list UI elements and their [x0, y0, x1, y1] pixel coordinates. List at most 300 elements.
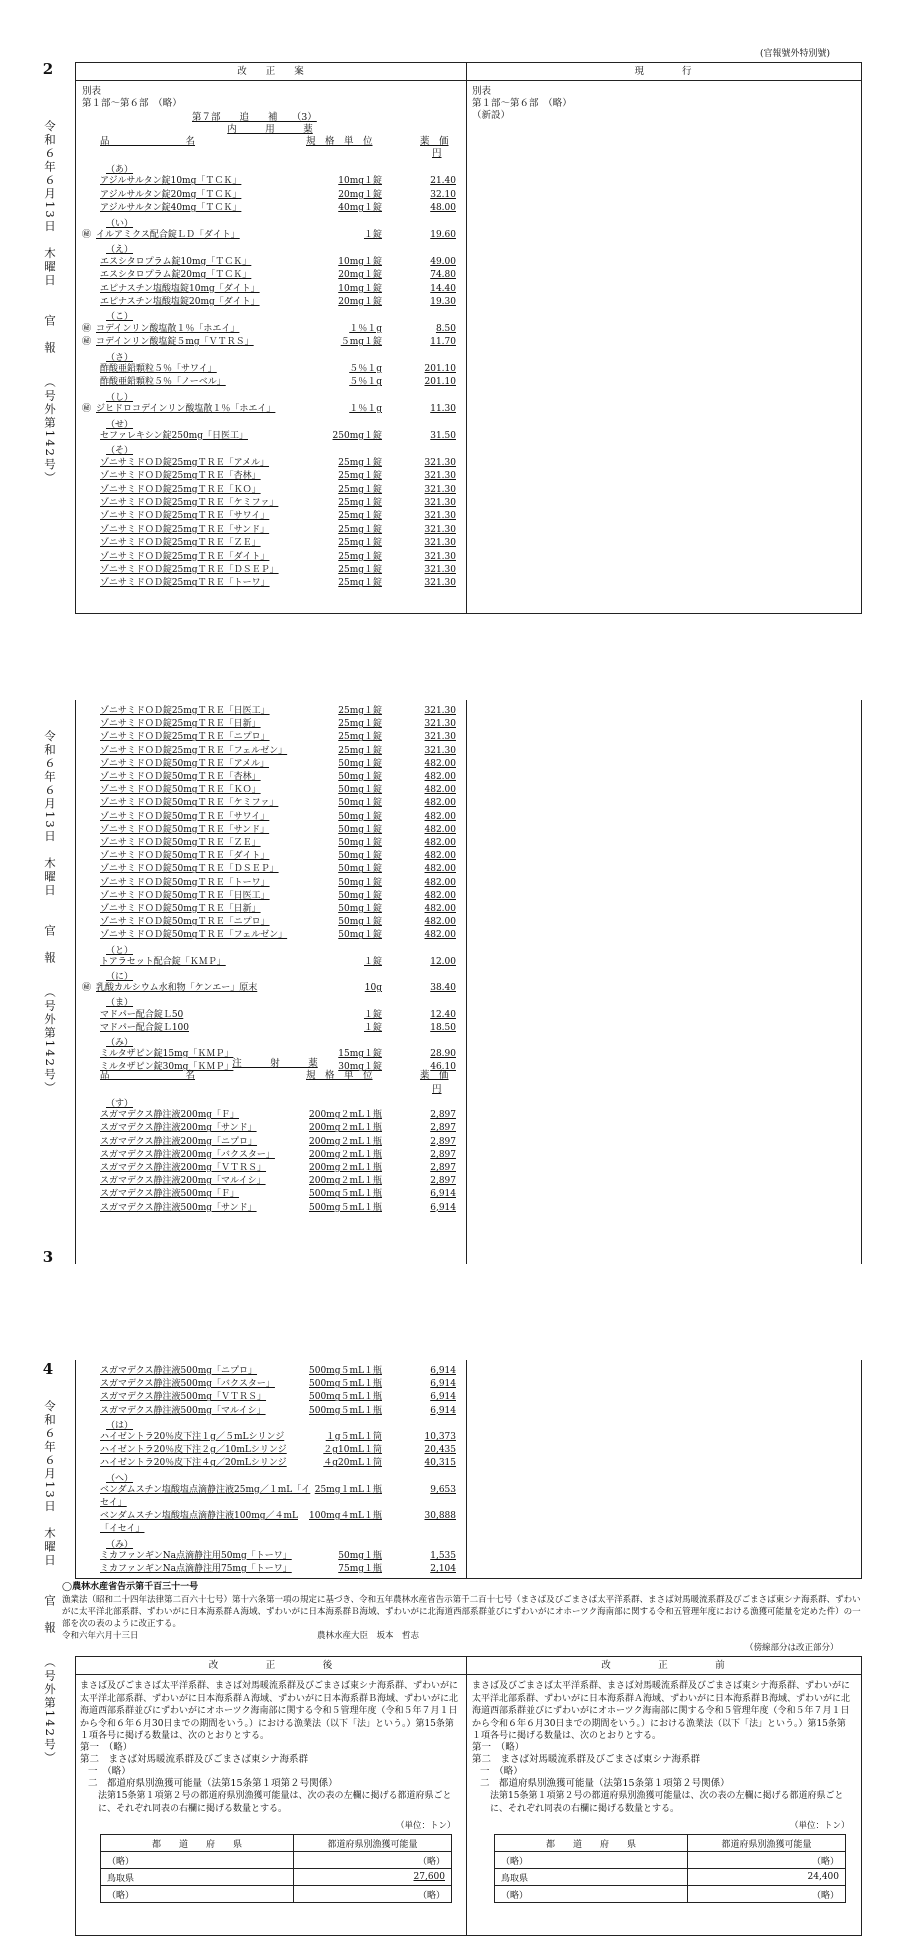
table-row — [0, 1022, 466, 1035]
table-row — [0, 296, 466, 309]
drug-spec: 25mg１錠 — [338, 511, 382, 522]
drug-price: 2,897 — [430, 1110, 456, 1121]
drug-name: 乳酸カルシウム水和物「ケンエー」原末 — [96, 983, 258, 994]
kana-group-heading: （こ） — [106, 312, 134, 323]
kana-group-heading: （み） — [106, 1038, 134, 1048]
compare-head-after: 改 正 後 — [208, 1660, 333, 1671]
drug-name: 酢酸亜鉛顆粒５％「サワイ」 — [100, 364, 217, 374]
drug-name: ゾニサミドＯＤ錠50mgＴＲＥ「ＫＯ」 — [100, 785, 261, 796]
drug-spec: 200mg２mL１瓶 — [309, 1176, 382, 1187]
drug-price: 11.30 — [430, 404, 456, 415]
drug-price: 6,914 — [430, 1202, 456, 1213]
table-row — [0, 524, 466, 537]
table-row — [0, 1550, 466, 1563]
drug-price: 12.00 — [430, 956, 456, 967]
drug-spec: 25mg１mL１瓶 — [314, 1484, 382, 1495]
drug-spec: 200mg２mL１瓶 — [309, 1149, 382, 1160]
drug-price: 482.00 — [424, 851, 456, 862]
drug-price: 482.00 — [424, 798, 456, 809]
inj-col-spec: 規 格 単 位 — [306, 1070, 373, 1081]
table-row — [0, 510, 466, 523]
kana-group-heading: （あ） — [106, 165, 134, 175]
drug-name: ゾニサミドＯＤ錠50mgＴＲＥ「ＤＳＥＰ」 — [100, 864, 279, 875]
drug-spec: 25mg１錠 — [338, 524, 382, 535]
drug-name: エスシタロプラム錠10mg「ＴＣＫ」 — [100, 256, 252, 267]
drug-spec: 20mg１錠 — [338, 189, 382, 200]
after-qty-3: （略） — [294, 1886, 452, 1903]
table-row — [0, 1431, 466, 1444]
drug-spec: 10mg１錠 — [338, 176, 382, 187]
drug-price: 321.30 — [424, 524, 456, 535]
drug-price: 19.30 — [430, 297, 456, 307]
drug-name: ゾニサミドＯＤ錠50mgＴＲＥ「サンド」 — [100, 824, 270, 835]
table-row — [0, 811, 466, 824]
after-qty-2: 27,600 — [294, 1869, 452, 1886]
before-qty-1: （略） — [688, 1852, 846, 1869]
kana-group-heading: （さ） — [106, 352, 134, 363]
drug-spec: 25mg１錠 — [338, 565, 382, 575]
table-row — [0, 376, 466, 389]
drug-name: ゾニサミドＯＤ錠25mgＴＲＥ「トーワ」 — [100, 578, 270, 589]
drug-name: ミカファンギンNa点滴静注用75mg「トーワ」 — [100, 1564, 292, 1574]
table-row — [0, 837, 466, 850]
drug-price: 482.00 — [424, 824, 456, 835]
after-pref-3: （略） — [101, 1886, 294, 1903]
table-row — [0, 1484, 466, 1497]
table-row — [0, 731, 466, 744]
drug-name: スガマデクス静注液200mg「バクスター」 — [100, 1149, 275, 1160]
drug-name: コデインリン酸塩錠５mg「ＶＴＲＳ」 — [96, 337, 254, 348]
drug-name: ゾニサミドＯＤ錠25mgＴＲＥ「サンド」 — [100, 524, 270, 535]
before-l4: 二 都道府県別漁獲可能量（法第15条第１項第２号関係） — [480, 1778, 730, 1789]
drug-price: 482.00 — [424, 864, 456, 875]
drug-name: ゾニサミドＯＤ錠25mgＴＲＥ「ＤＳＥＰ」 — [100, 565, 279, 575]
table-row — [0, 457, 466, 470]
drug-spec: 500mg５mL１瓶 — [309, 1392, 382, 1403]
drug-price: 2,897 — [430, 1149, 456, 1160]
before-th-qty: 都道府県別漁獲可能量 — [688, 1835, 846, 1852]
drug-spec: ５％１g — [349, 377, 382, 388]
drug-price: 32.10 — [430, 189, 456, 200]
drug-price: 11.70 — [430, 337, 456, 348]
table-row — [0, 916, 466, 929]
subsection-title: 内 用 薬 — [227, 124, 313, 135]
drug-spec: 25mg１錠 — [338, 706, 382, 716]
drug-price: 201.10 — [424, 364, 456, 374]
drug-spec: 25mg１錠 — [338, 538, 382, 549]
drug-spec: 25mg１錠 — [338, 578, 382, 589]
mark-icon: ㊙ — [82, 337, 92, 348]
notice-body: 漁業法（昭和二十四年法律第二百六十七号）第十六条第一項の規定に基づき、令和五年農林水産省告示第千二百十七号（まさば及びごまさば太平洋系群、まさば対馬暖流系群及びごまさば東シナ海系群、ずわいがに太平洋北部系群、ずわいがに日本海系群Ａ海域、ずわいがに日本海系群Ｂ海域、ずわいがに北海道西部系群並びにずわいがにオホーツク海南部に関する令和五管理年度における漁獲可能量を定めた件）の一部を次の表のように改正する。 — [62, 1595, 861, 1629]
drug-name: ゾニサミドＯＤ錠25mgＴＲＥ「サワイ」 — [100, 511, 270, 522]
drug-spec: 500mg５mL１瓶 — [309, 1366, 382, 1376]
drug-price: 18.50 — [430, 1022, 456, 1033]
drug-price: 482.00 — [424, 890, 456, 901]
after-th-qty: 都道府県別漁獲可能量 — [294, 1835, 452, 1852]
drug-price: 321.30 — [424, 578, 456, 589]
table-row — [0, 256, 466, 269]
mark-icon: ㊙ — [82, 323, 92, 334]
drug-name: コデインリン酸塩散１％「ホエイ」 — [96, 323, 240, 334]
drug-name: ゾニサミドＯＤ錠50mgＴＲＥ「トーワ」 — [100, 877, 270, 888]
drug-name: ゾニサミドＯＤ錠25mgＴＲＥ「ダイト」 — [100, 551, 270, 562]
drug-name: ゾニサミドＯＤ錠50mgＴＲＥ「ケミファ」 — [100, 798, 279, 809]
drug-price: 201.10 — [424, 377, 456, 388]
drug-price: 321.30 — [424, 484, 456, 495]
drug-name: アジルサルタン錠40mg「ＴＣＫ」 — [100, 203, 242, 214]
header-right: 現 行 — [634, 66, 692, 77]
drug-name: マドパー配合錠Ｌ100 — [100, 1022, 189, 1033]
drug-spec: ４g20mL１筒 — [323, 1458, 382, 1469]
drug-price: 321.30 — [424, 538, 456, 549]
drug-spec: 50mg１瓶 — [338, 1550, 382, 1561]
mark-icon: ㊙ — [82, 983, 92, 994]
table-row — [0, 824, 466, 837]
drug-price: 38.40 — [430, 983, 456, 994]
drug-spec: 25mg１錠 — [338, 732, 382, 743]
margin-text: 令和６年６月13日 木曜日 官 報 （号外第142号） — [43, 1400, 57, 1765]
table-row — [0, 705, 466, 718]
drug-spec: 10g — [364, 983, 382, 994]
drug-price: 2,897 — [430, 1136, 456, 1147]
drug-spec: 50mg１錠 — [338, 811, 382, 822]
drug-price: 321.30 — [424, 498, 456, 508]
drug-price: 321.30 — [424, 565, 456, 575]
table-row — [0, 229, 466, 242]
kana-group-heading: （せ） — [106, 419, 134, 430]
table-row — [0, 1457, 466, 1470]
drug-price: 482.00 — [424, 904, 456, 914]
table-row — [0, 323, 466, 336]
margin-text: 令和６年６月13日 木曜日 官 報 （号外第142号） — [43, 730, 57, 1095]
drug-name: スガマデクス静注液200mg「ニプロ」 — [100, 1136, 258, 1147]
table-row — [0, 577, 466, 590]
kana-group-heading: （し） — [106, 392, 134, 403]
after-l3: 一 （略） — [88, 1766, 131, 1777]
drug-spec: １錠 — [363, 230, 382, 240]
drug-spec: 50mg１錠 — [338, 917, 382, 928]
right-intro-2: 第１部～第６部 （略） — [472, 98, 572, 109]
after-pref-2: 鳥取県 — [101, 1869, 294, 1886]
kana-group-heading: （え） — [106, 245, 134, 256]
drug-name: スガマデクス静注液200mg「Ｆ」 — [100, 1110, 240, 1121]
table-row — [0, 283, 466, 296]
drug-spec: 50mg１錠 — [338, 838, 382, 848]
after-pref-1: （略） — [101, 1852, 294, 1869]
drug-price: 321.30 — [424, 511, 456, 522]
after-l4: 二 都道府県別漁獲可能量（法第15条第１項第２号関係） — [88, 1778, 338, 1789]
drug-name: スガマデクス静注液200mg「マルイシ」 — [100, 1176, 266, 1187]
drug-name: ゾニサミドＯＤ錠50mgＴＲＥ「日新」 — [100, 904, 261, 914]
table-row — [0, 956, 466, 969]
table-row — [0, 1202, 466, 1215]
after-th-pref: 都 道 府 県 — [101, 1835, 294, 1852]
drug-price: 482.00 — [424, 917, 456, 928]
before-l1: 第一 （略） — [472, 1742, 525, 1753]
drug-spec: 200mg２mL１瓶 — [309, 1110, 382, 1121]
drug-spec: 50mg１錠 — [338, 785, 382, 796]
drug-name: ミルタザピン錠15mg「ＫＭＰ」 — [100, 1049, 234, 1060]
before-pref-1: （略） — [495, 1852, 688, 1869]
after-table — [100, 1834, 452, 1903]
table-row — [0, 175, 466, 188]
table-row — [0, 1162, 466, 1175]
notice-date: 令和六年六月十三日 農林水産大臣 坂本 哲志 — [62, 1631, 420, 1641]
drug-spec: 10mg１錠 — [338, 283, 382, 294]
drug-price: 10,373 — [424, 1432, 456, 1442]
after-qty-1: （略） — [294, 1852, 452, 1869]
drug-name: ゾニサミドＯＤ錠25mgＴＲＥ「ＺＥ」 — [100, 538, 261, 549]
kana-group-heading: （に） — [106, 972, 134, 982]
notice-title: ◯農林水産省告示第千百三十一号 — [62, 1582, 199, 1592]
drug-price: 321.30 — [424, 471, 456, 482]
drug-price: 321.30 — [424, 719, 456, 730]
drug-spec: 50mg１錠 — [338, 904, 382, 914]
drug-spec: 500mg５mL１瓶 — [309, 1189, 382, 1200]
drug-spec: 25mg１錠 — [338, 551, 382, 562]
drug-name: ゾニサミドＯＤ錠25mgＴＲＥ「日医工」 — [100, 706, 270, 716]
before-qty-2: 24,400 — [688, 1869, 846, 1886]
table-row — [0, 718, 466, 731]
after-l1: 第一 （略） — [80, 1742, 133, 1753]
after-para1: まさば及びごまさば太平洋系群、まさば対馬暖流系群及びごまさば東シナ海系群、ずわいがに太平洋北部系群、ずわいがに日本海系群Ａ海域、ずわいがに日本海系群Ｂ海域、ずわいがに北海道西部系群並びにずわいがにオホーツク海南部に関する令和５管理年度（令和５年７月１日から令和６年６月30日までの期間をいう。）における漁業法（以下「法」という。）第15条第１項各号に掲げる数量は、次のとおりとする。 — [80, 1681, 459, 1741]
kana-group-heading: （へ） — [106, 1473, 134, 1484]
table-row — [0, 1510, 466, 1523]
drug-price: 6,914 — [430, 1405, 456, 1416]
drug-name: ゾニサミドＯＤ錠25mgＴＲＥ「ＫＯ」 — [100, 484, 261, 495]
drug-spec: 100mg４mL１瓶 — [309, 1511, 382, 1522]
before-table — [494, 1834, 846, 1903]
right-intro-1: 別表 — [472, 86, 492, 97]
drug-spec: 25mg１錠 — [338, 719, 382, 730]
drug-name: スガマデクス静注液500mg「Ｆ」 — [100, 1189, 240, 1200]
kana-group-heading: （す） — [106, 1099, 134, 1109]
drug-price: 482.00 — [424, 877, 456, 888]
right-intro-3: （新設） — [472, 110, 511, 121]
drug-spec: １錠 — [363, 1022, 382, 1033]
drug-name: ゾニサミドＯＤ錠50mgＴＲＥ「ＺＥ」 — [100, 838, 261, 848]
drug-spec: ２g10mL１筒 — [323, 1445, 382, 1456]
before-l3: 一 （略） — [480, 1766, 523, 1777]
table-row — [0, 1109, 466, 1122]
drug-price: 14.40 — [430, 283, 456, 294]
kana-group-heading: （い） — [106, 218, 134, 229]
table-row — [0, 1009, 466, 1022]
drug-price: 482.00 — [424, 785, 456, 796]
drug-name: イルアミクス配合錠ＬＤ「ダイト」 — [96, 230, 240, 240]
drug-spec: 200mg２mL１瓶 — [309, 1123, 382, 1134]
drug-spec: 30mg１錠 — [338, 1062, 382, 1073]
drug-name: セファレキシン錠250mg「日医工」 — [100, 431, 248, 441]
after-l2: 第二 まさば対馬暖流系群及びごまさば東シナ海系群 — [80, 1754, 309, 1765]
drug-spec: 20mg１錠 — [338, 297, 382, 307]
drug-spec: ５％１g — [349, 364, 382, 374]
drug-name: スガマデクス静注液500mg「サンド」 — [100, 1202, 257, 1213]
page-number: 2 — [42, 60, 54, 78]
drug-name: ゾニサミドＯＤ錠50mgＴＲＥ「日医工」 — [100, 890, 270, 901]
drug-price: 321.30 — [424, 551, 456, 562]
drug-name: ゾニサミドＯＤ錠50mgＴＲＥ「フェルゼン」 — [100, 930, 288, 941]
table-row — [0, 470, 466, 483]
drug-price: 31.50 — [430, 431, 456, 441]
table-row — [0, 877, 466, 890]
table-row — [0, 1136, 466, 1149]
table-row — [0, 189, 466, 202]
drug-name: ベンダムスチン塩酸塩点滴静注液100mg／４mL — [100, 1511, 298, 1522]
drug-name: ゾニサミドＯＤ錠25mgＴＲＥ「日新」 — [100, 719, 261, 730]
drug-spec: 40mg１錠 — [338, 203, 382, 214]
table-row — [0, 929, 466, 942]
drug-price: 28.90 — [430, 1049, 456, 1060]
drug-name: 「イセイ」 — [100, 1524, 145, 1535]
before-pref-3: （略） — [495, 1886, 688, 1903]
table-row — [0, 1122, 466, 1135]
table-row — [0, 1523, 466, 1536]
drug-spec: 25mg１錠 — [338, 484, 382, 495]
yen-label: 円 — [432, 148, 442, 159]
inj-yen: 円 — [432, 1084, 442, 1095]
drug-name: ゾニサミドＯＤ錠50mgＴＲＥ「サワイ」 — [100, 811, 270, 822]
drug-spec: 50mg１錠 — [338, 890, 382, 901]
drug-name: スガマデクス静注液500mg「マルイシ」 — [100, 1405, 266, 1416]
drug-spec: 500mg５mL１瓶 — [309, 1379, 382, 1390]
drug-name: スガマデクス静注液200mg「サンド」 — [100, 1123, 257, 1134]
table-row — [0, 745, 466, 758]
drug-price: 482.00 — [424, 930, 456, 941]
drug-name: エピナスチン塩酸塩錠10mg「ダイト」 — [100, 283, 260, 294]
drug-price: 6,914 — [430, 1189, 456, 1200]
drug-name: ゾニサミドＯＤ錠25mgＴＲＥ「杏林」 — [100, 471, 261, 482]
table-row — [0, 537, 466, 550]
drug-spec: １錠 — [363, 956, 382, 967]
drug-name: トアラセット配合錠「ＫＭＰ」 — [100, 956, 226, 967]
inj-subsection: 注 射 薬 — [232, 1058, 318, 1069]
drug-spec: 50mg１錠 — [338, 798, 382, 809]
mark-icon: ㊙ — [82, 404, 92, 415]
table-row — [0, 363, 466, 376]
table-row — [0, 1563, 466, 1576]
drug-spec: 25mg１錠 — [338, 471, 382, 482]
inj-col-price: 薬 価 — [420, 1070, 449, 1081]
kana-group-heading: （み） — [106, 1539, 134, 1550]
drug-name: スガマデクス静注液500mg「バクスター」 — [100, 1379, 275, 1390]
drug-spec: 75mg１瓶 — [338, 1564, 382, 1574]
drug-spec: １％１g — [349, 404, 382, 415]
drug-spec: 15mg１錠 — [338, 1049, 382, 1060]
drug-price: 48.00 — [430, 203, 456, 214]
before-l5: 法第15条第１項第２号の都道府県別漁獲可能量は、次の表の左欄に掲げる都道府県ごとに、それぞれ同表の右欄に掲げる数量とする。 — [490, 1791, 844, 1814]
col-spec-header: 規 格 単 位 — [306, 136, 373, 147]
table-row — [0, 758, 466, 771]
drug-price: 321.30 — [424, 706, 456, 716]
drug-spec: 50mg１錠 — [338, 851, 382, 862]
kana-group-heading: （と） — [106, 945, 134, 956]
after-unit: （単位：トン） — [396, 1821, 456, 1831]
drug-name: エピナスチン塩酸塩錠20mg「ダイト」 — [100, 297, 260, 307]
drug-name: アジルサルタン錠10mg「ＴＣＫ」 — [100, 176, 242, 187]
table-row — [0, 1149, 466, 1162]
kana-group-heading: （ま） — [106, 998, 134, 1009]
after-l5: 法第15条第１項第２号の都道府県別漁獲可能量は、次の表の左欄に掲げる都道府県ごとに、それぞれ同表の右欄に掲げる数量とする。 — [98, 1791, 452, 1814]
table-row — [0, 1391, 466, 1404]
drug-name: ゾニサミドＯＤ錠50mgＴＲＥ「アメル」 — [100, 758, 270, 769]
table-row — [0, 430, 466, 443]
drug-price: 6,914 — [430, 1392, 456, 1403]
before-l2: 第二 まさば対馬暖流系群及びごまさば東シナ海系群 — [472, 1754, 701, 1765]
drug-name: ハイゼントラ20％皮下注１g／５mLシリンジ — [100, 1432, 285, 1442]
drug-price: 40,315 — [424, 1458, 456, 1469]
drug-name: エスシタロプラム錠20mg「ＴＣＫ」 — [100, 270, 252, 281]
drug-spec: １錠 — [363, 1009, 382, 1020]
kana-group-heading: （は） — [106, 1420, 134, 1431]
drug-spec: 20mg１錠 — [338, 270, 382, 281]
left-intro-1: 別表 — [82, 86, 102, 97]
drug-price: 6,914 — [430, 1366, 456, 1376]
drug-spec: 10mg１錠 — [338, 256, 382, 267]
table-row — [0, 1175, 466, 1188]
drug-price: 74.80 — [430, 270, 456, 281]
drug-spec: 50mg１錠 — [338, 930, 382, 941]
drug-price: 20,435 — [424, 1445, 456, 1456]
drug-name: ゾニサミドＯＤ錠50mgＴＲＥ「杏林」 — [100, 772, 261, 782]
table-row — [0, 784, 466, 797]
table-row — [0, 1188, 466, 1201]
table-row — [0, 1444, 466, 1457]
drug-price: 482.00 — [424, 758, 456, 769]
drug-price: 8.50 — [435, 323, 456, 334]
drug-price: 482.00 — [424, 811, 456, 822]
table-row — [0, 771, 466, 784]
table-row — [0, 403, 466, 416]
drug-name: マドパー配合錠Ｌ50 — [100, 1009, 184, 1020]
compare-head-before: 改 正 前 — [601, 1660, 725, 1671]
drug-spec: 50mg１錠 — [338, 758, 382, 769]
before-th-pref: 都 道 府 県 — [495, 1835, 688, 1852]
table-row — [0, 497, 466, 510]
drug-price: 482.00 — [424, 772, 456, 782]
drug-spec: 200mg２mL１瓶 — [309, 1163, 382, 1173]
table-row — [0, 1365, 466, 1378]
col-name-header: 品 名 — [100, 136, 196, 147]
drug-name: ゾニサミドＯＤ錠25mgＴＲＥ「アメル」 — [100, 457, 270, 468]
table-row — [0, 202, 466, 215]
before-qty-3: （略） — [688, 1886, 846, 1903]
table-row — [0, 903, 466, 916]
drug-price: 2,104 — [430, 1564, 456, 1574]
drug-spec: 250mg１錠 — [332, 431, 382, 441]
drug-price: 2,897 — [430, 1176, 456, 1187]
drug-name: 酢酸亜鉛顆粒５％「ノーベル」 — [100, 377, 226, 388]
table-row — [0, 797, 466, 810]
drug-price: 1,535 — [430, 1550, 456, 1561]
drug-price: 321.30 — [424, 732, 456, 743]
drug-name: スガマデクス静注液500mg「ニプロ」 — [100, 1366, 258, 1376]
table-row — [0, 850, 466, 863]
drug-price: 2,897 — [430, 1123, 456, 1134]
table-row — [0, 551, 466, 564]
inj-col-name: 品 名 — [100, 1070, 196, 1081]
drug-name: ゾニサミドＯＤ錠25mgＴＲＥ「ケミファ」 — [100, 498, 279, 508]
drug-price: 12.40 — [430, 1009, 456, 1020]
table-row — [0, 564, 466, 577]
drug-name: ハイゼントラ20％皮下注２g／10mLシリンジ — [100, 1445, 287, 1456]
drug-name: ゾニサミドＯＤ錠50mgＴＲＥ「ダイト」 — [100, 851, 270, 862]
top-right-note: (官報號外特別號) — [760, 49, 831, 59]
drug-name: アジルサルタン錠20mg「ＴＣＫ」 — [100, 189, 242, 200]
drug-name: セイ」 — [100, 1498, 127, 1508]
drug-price: 19.60 — [430, 230, 456, 240]
drug-price: 321.30 — [424, 745, 456, 756]
